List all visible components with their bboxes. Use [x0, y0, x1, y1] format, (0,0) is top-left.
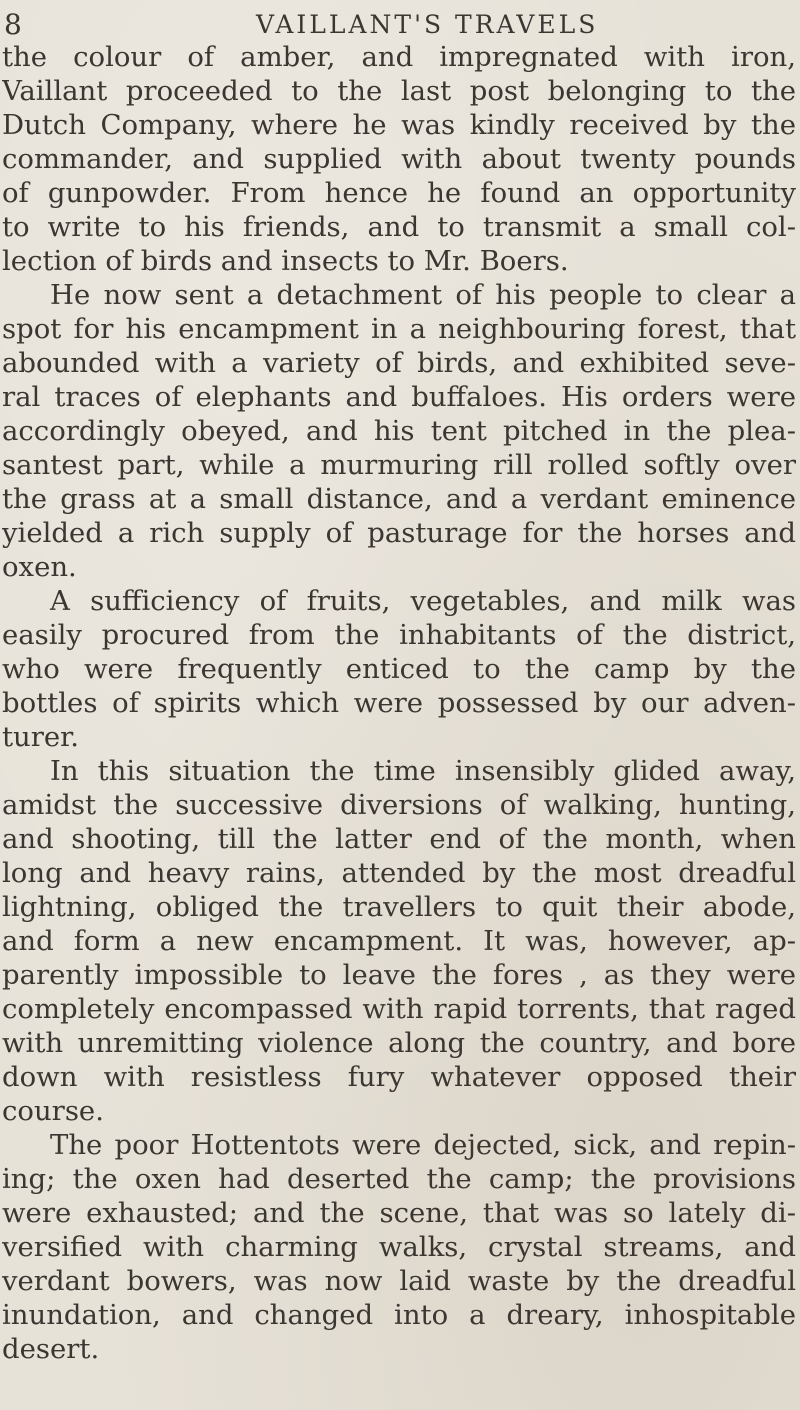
text-line: ing; the oxen had deserted the camp; the provisions: [2, 1163, 796, 1195]
text-line: lightning, obliged the travellers to quit their abode,: [2, 891, 796, 923]
text-line: turer.: [2, 721, 80, 753]
text-line: long and heavy rains, attended by the most dreadful: [2, 857, 796, 889]
text-line: santest part, while a murmuring rill rolled softly over: [2, 449, 796, 481]
text-line: verdant bowers, was now laid waste by the dreadful: [2, 1265, 796, 1297]
text-line: of gunpowder. From hence he found an opportunity: [2, 177, 796, 209]
text-line: versified with charming walks, crystal streams, and: [2, 1231, 796, 1263]
page-number: 8: [4, 8, 22, 41]
text-line: and shooting, till the latter end of the month, when: [2, 823, 796, 855]
text-line: parently impossible to leave the fores , as they were: [2, 959, 796, 991]
text-line: A sufficiency of fruits, vegetables, and milk was: [50, 585, 796, 617]
text-line: oxen.: [2, 551, 77, 583]
running-head: VAILLANT'S TRAVELS: [256, 10, 599, 39]
text-line: Dutch Company, where he was kindly received by the: [2, 109, 796, 141]
text-line: with unremitting violence along the country, and bore: [2, 1027, 796, 1059]
text-line: desert.: [2, 1333, 100, 1365]
text-line: amidst the successive diversions of walking, hunting,: [2, 789, 796, 821]
text-line: were exhausted; and the scene, that was so lately di-: [2, 1197, 796, 1229]
text-line: the grass at a small distance, and a verdant eminence: [2, 483, 796, 515]
text-line: lection of birds and insects to Mr. Boers.: [2, 245, 569, 277]
body-text: [2, 40, 796, 1366]
text-line: who were frequently enticed to the camp by the: [2, 653, 796, 685]
page-header: [0, 10, 800, 40]
text-line: and form a new encampment. It was, however, ap-: [2, 925, 796, 957]
text-line: He now sent a detachment of his people to clear a: [50, 279, 796, 311]
text-line: ral traces of elephants and buffaloes. His orders were: [2, 381, 796, 413]
text-line: commander, and supplied with about twenty pounds: [2, 143, 796, 175]
text-line: inundation, and changed into a dreary, inhospitable: [2, 1299, 796, 1331]
text-line: yielded a rich supply of pasturage for the horses and: [2, 517, 796, 549]
text-line: abounded with a variety of birds, and exhibited seve-: [2, 347, 796, 379]
text-line: spot for his encampment in a neighbouring forest, that: [2, 313, 796, 345]
text-line: course.: [2, 1095, 104, 1127]
text-line: The poor Hottentots were dejected, sick, and repin-: [50, 1129, 796, 1161]
text-line: Vaillant proceeded to the last post belonging to the: [2, 75, 796, 107]
text-line: to write to his friends, and to transmit a small col-: [2, 211, 796, 243]
text-line: easily procured from the inhabitants of the district,: [2, 619, 796, 651]
text-line: In this situation the time insensibly glided away,: [50, 755, 796, 787]
text-line: bottles of spirits which were possessed by our adven-: [2, 687, 796, 719]
text-line: completely encompassed with rapid torrents, that raged: [2, 993, 796, 1025]
text-line: the colour of amber, and impregnated with iron,: [2, 41, 796, 73]
text-line: accordingly obeyed, and his tent pitched in the plea-: [2, 415, 796, 447]
text-line: down with resistless fury whatever opposed their: [2, 1061, 796, 1093]
